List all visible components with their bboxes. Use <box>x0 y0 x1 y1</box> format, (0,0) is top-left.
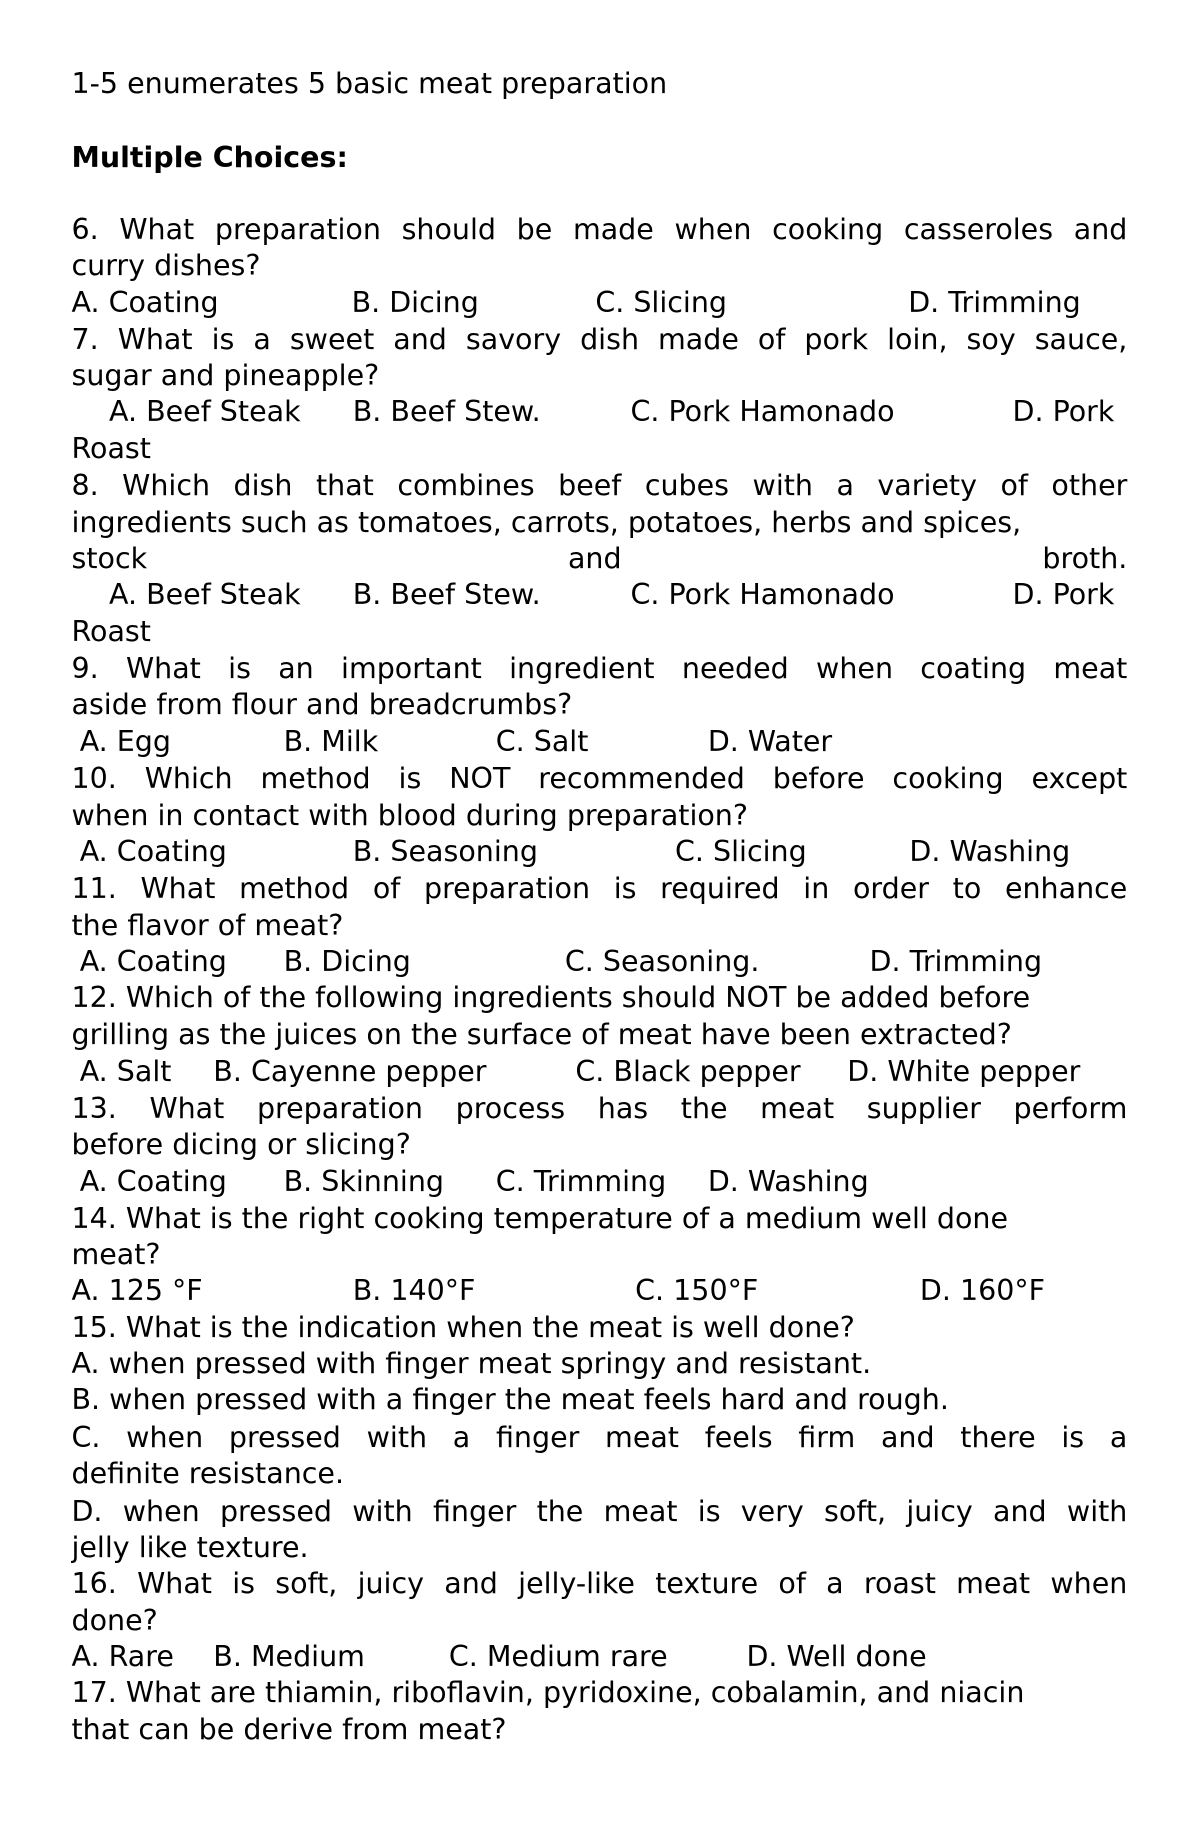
text-line: C. when pressed with a finger meat feels firm and there is a <box>71 1420 1128 1454</box>
text-line: aside from flour and breadcrumbs? <box>71 688 573 722</box>
text-line: B. Medium <box>213 1639 365 1673</box>
text-line: Roast <box>71 431 151 465</box>
text-line: C. Trimming <box>495 1165 667 1199</box>
text-line: stock and broth. <box>71 541 1128 575</box>
text-line: before dicing or slicing? <box>71 1127 411 1161</box>
text-line: A. Coating <box>79 945 227 979</box>
text-line: D. White pepper <box>847 1055 1081 1089</box>
text-line: D. Pork <box>1012 578 1115 612</box>
text-line: B. when pressed with a finger the meat feels hard and rough. <box>71 1383 949 1417</box>
text-line: C. Pork Hamonado <box>630 395 895 429</box>
text-line: A. Coating <box>79 1165 227 1199</box>
text-line: 11. What method of preparation is required in order to enhance <box>71 872 1128 906</box>
text-line: 16. What is soft, juicy and jelly-like texture of a roast meat when <box>71 1567 1128 1601</box>
text-line: A. Beef Steak <box>108 578 301 612</box>
text-line: B. Seasoning <box>352 834 538 868</box>
text-line: A. Coating <box>79 834 227 868</box>
text-line: A. Coating <box>71 286 219 320</box>
text-line: A. Salt <box>79 1055 172 1089</box>
text-line: jelly like texture. <box>71 1530 309 1564</box>
text-line: 8. Which dish that combines beef cubes with a variety of other <box>71 469 1128 503</box>
text-line: meat? <box>71 1238 161 1272</box>
text-line: D. 160°F <box>919 1274 1046 1308</box>
text-line: done? <box>71 1603 158 1637</box>
text-line: 9. What is an important ingredient needed when coating meat <box>71 652 1128 686</box>
text-line: C. Salt <box>495 724 589 758</box>
text-line: that can be derive from meat? <box>71 1712 507 1746</box>
text-line: B. 140°F <box>352 1274 476 1308</box>
text-line: C. 150°F <box>635 1274 759 1308</box>
text-line: B. Beef Stew. <box>352 395 541 429</box>
text-line: D. Well done <box>746 1639 927 1673</box>
text-line: B. Beef Stew. <box>352 578 541 612</box>
text-line: B. Cayenne pepper <box>213 1055 487 1089</box>
text-line: A. when pressed with finger meat springy and resistant. <box>71 1347 872 1380</box>
intro-line: 1-5 enumerates 5 basic meat preparation <box>71 67 668 101</box>
text-line: D. Pork <box>1012 395 1115 429</box>
text-line: 17. What are thiamin, riboflavin, pyridoxine, cobalamin, and niacin <box>71 1676 1025 1710</box>
text-line: D. Trimming <box>869 945 1043 979</box>
text-line: 13. What preparation process has the meat supplier perform <box>71 1091 1128 1125</box>
text-line: 14. What is the right cooking temperature of a medium well done <box>71 1201 1008 1235</box>
text-line: B. Dicing <box>283 945 411 979</box>
text-line: C. Black pepper <box>575 1055 801 1089</box>
text-line: curry dishes? <box>71 248 261 282</box>
text-line: when in contact with blood during preparation? <box>71 798 748 832</box>
text-line: D. Washing <box>707 1165 869 1199</box>
text-line: 10. Which method is NOT recommended before cooking except <box>71 762 1128 796</box>
text-line: C. Seasoning. <box>564 945 760 979</box>
text-line: A. Rare <box>71 1639 174 1673</box>
text-line: D. Trimming <box>908 286 1081 320</box>
text-line: B. Skinning <box>283 1165 444 1199</box>
text-line: D. when pressed with finger the meat is very soft, juicy and with <box>71 1494 1128 1528</box>
text-line: A. Beef Steak <box>108 395 301 429</box>
text-line: C. Slicing <box>595 286 727 320</box>
text-line: sugar and pineapple? <box>71 359 380 393</box>
text-line: 12. Which of the following ingredients should NOT be added before <box>71 981 1031 1015</box>
text-line: A. Egg <box>79 724 171 758</box>
text-line: D. Water <box>707 724 833 758</box>
text-line: 6. What preparation should be made when cooking casseroles and <box>71 212 1128 246</box>
text-line: A. 125 °F <box>71 1274 203 1308</box>
text-line: C. Pork Hamonado <box>630 578 895 612</box>
text-line: C. Medium rare <box>448 1639 668 1673</box>
text-line: B. Dicing <box>351 286 479 320</box>
text-line: the flavor of meat? <box>71 908 344 942</box>
text-line: grilling as the juices on the surface of meat have been extracted? <box>71 1017 1012 1051</box>
text-line: 15. What is the indication when the meat is well done? <box>71 1310 855 1344</box>
text-line: C. Slicing <box>675 834 807 868</box>
section-heading: Multiple Choices: <box>71 141 348 175</box>
text-line: Roast <box>71 614 151 648</box>
text-line: 7. What is a sweet and savory dish made of pork loin, soy sauce, <box>71 322 1128 356</box>
text-line: ingredients such as tomatoes, carrots, potatoes, herbs and spices, <box>71 505 1022 539</box>
text-line: B. Milk <box>283 724 379 758</box>
text-line: D. Washing <box>909 834 1071 868</box>
text-line: definite resistance. <box>71 1457 345 1491</box>
